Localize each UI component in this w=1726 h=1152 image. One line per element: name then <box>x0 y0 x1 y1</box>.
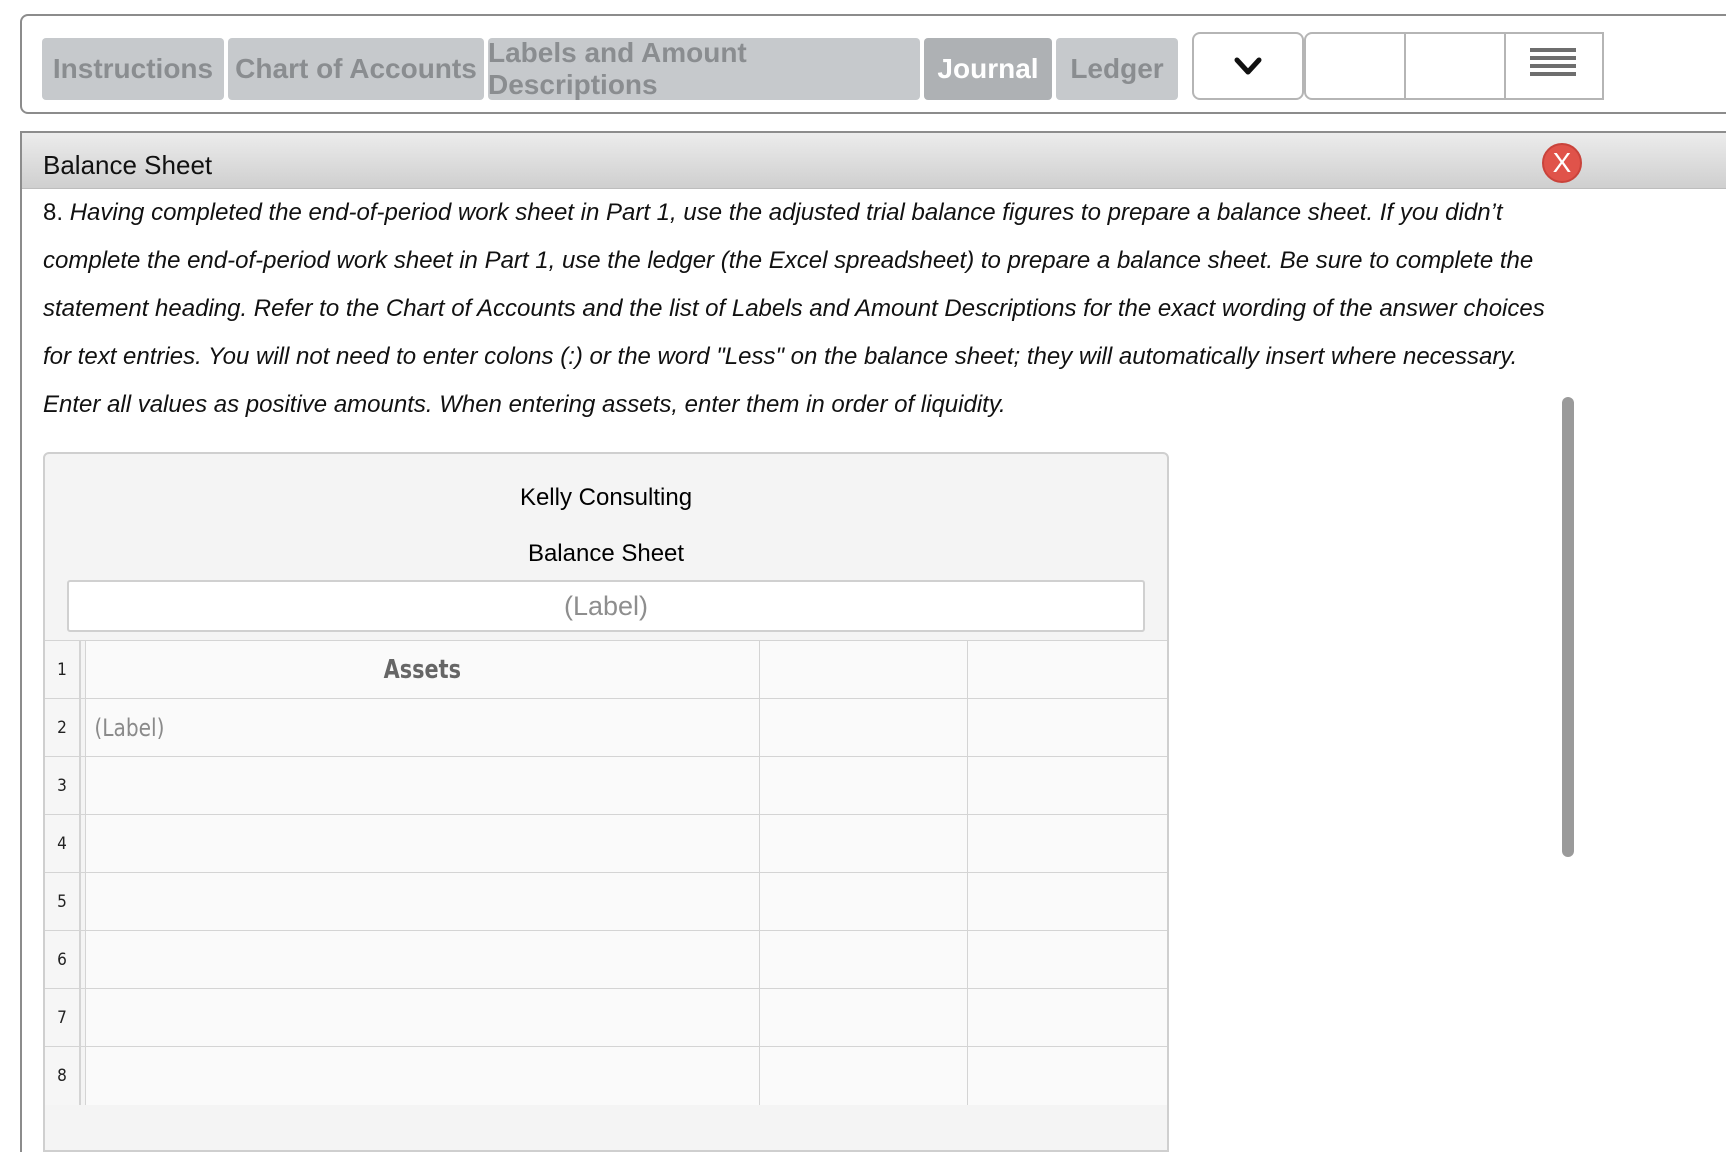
more-tabs-dropdown[interactable] <box>1192 32 1304 100</box>
amount-cell-2[interactable] <box>967 699 1169 757</box>
table-row <box>45 1046 1169 1104</box>
row-number: 8 <box>45 1047 81 1105</box>
menu-button[interactable] <box>1504 32 1604 100</box>
amount-input-2[interactable] <box>968 989 1137 1047</box>
close-icon: X <box>1552 147 1572 178</box>
amount-cell-2[interactable] <box>967 873 1169 931</box>
toolbar-button-1[interactable] <box>1304 32 1406 100</box>
table-row <box>45 756 1169 814</box>
amount-cell-2[interactable] <box>967 815 1169 873</box>
row-label-input[interactable] <box>86 699 651 757</box>
amount-cell-2[interactable] <box>967 757 1169 815</box>
amount-input-1[interactable] <box>760 757 934 815</box>
tab-chart-of-accounts[interactable]: Chart of Accounts <box>228 38 484 100</box>
table-row <box>45 698 1169 756</box>
row-label-input[interactable] <box>86 757 651 815</box>
panel-title: Balance Sheet <box>43 150 213 180</box>
row-number: 4 <box>45 815 81 873</box>
row-label-cell[interactable] <box>85 757 759 815</box>
amount-input-2[interactable] <box>968 931 1137 989</box>
close-button[interactable] <box>1542 143 1582 183</box>
tab-bar <box>20 14 1726 114</box>
amount-input-1[interactable] <box>760 815 934 873</box>
row-number: 2 <box>45 699 81 757</box>
row-number: 6 <box>45 931 81 989</box>
toolbar-button-2[interactable] <box>1404 32 1506 100</box>
amount-cell-1[interactable] <box>759 641 967 699</box>
row-number: 5 <box>45 873 81 931</box>
instructions-number: 8. <box>43 199 64 226</box>
row-label-input[interactable] <box>86 1047 651 1105</box>
row-number: 3 <box>45 757 81 815</box>
tab-instructions[interactable]: Instructions <box>42 38 224 100</box>
amount-input-2[interactable] <box>968 757 1137 815</box>
row-number: 1 <box>45 641 81 699</box>
amount-input-1[interactable] <box>760 989 934 1047</box>
instructions-body: Having completed the end-of-period work sheet in Part 1, use the adjusted trial balance figures to prepare a balance sheet. If you didn’t complete the end-of-period work sheet in Part 1, use the ledger (the Excel spreadsheet) to prepare a balance sheet. Be sure to complete the statement heading. Refer to the Chart of Accounts and the list of Labels and Amount Descriptions for the exact wording of the answer choices for text entries. You will not need to enter colons (:) or the word "Less" on the balance sheet; they will automatically insert where necessary. Enter all values as positive amounts. When entering assets, enter them in order of liquidity. <box>43 199 1545 418</box>
table-row <box>45 640 1169 698</box>
amount-cell-2[interactable] <box>967 931 1169 989</box>
amount-cell-2[interactable] <box>967 641 1169 699</box>
table-row <box>45 988 1169 1046</box>
panel-header <box>22 133 1726 189</box>
tab-labels-and-amount-descriptions[interactable]: Labels and Amount Descriptions <box>488 38 920 100</box>
amount-cell-1[interactable] <box>759 815 967 873</box>
row-label-input[interactable] <box>86 815 651 873</box>
statement-name: Balance Sheet <box>527 540 685 567</box>
amount-input-1[interactable] <box>760 699 934 757</box>
row-label-cell[interactable] <box>85 1047 759 1105</box>
row-label-cell[interactable] <box>85 699 759 757</box>
row-number: 7 <box>45 989 81 1047</box>
statement-date-input[interactable] <box>67 580 1145 632</box>
table-row <box>45 872 1169 930</box>
row-label-cell[interactable] <box>85 931 759 989</box>
amount-input-1[interactable] <box>760 1047 934 1105</box>
row-label-input[interactable] <box>86 873 651 931</box>
amount-cell-2[interactable] <box>967 1047 1169 1105</box>
row-label-input[interactable] <box>86 931 651 989</box>
balance-sheet-statement <box>43 452 1169 1152</box>
amount-cell-2[interactable] <box>967 989 1169 1047</box>
amount-cell-1[interactable] <box>759 931 967 989</box>
scrollbar-thumb[interactable] <box>1562 397 1574 857</box>
amount-cell-1[interactable] <box>759 989 967 1047</box>
amount-cell-1[interactable] <box>759 699 967 757</box>
amount-input-2[interactable] <box>968 873 1137 931</box>
row-label-cell[interactable] <box>85 873 759 931</box>
table-row <box>45 930 1169 988</box>
balance-sheet-panel <box>20 131 1726 1152</box>
tab-ledger[interactable]: Ledger <box>1056 38 1178 100</box>
instructions-text <box>43 189 1563 429</box>
assets-heading: Assets <box>383 655 462 685</box>
row-label-cell <box>85 641 759 699</box>
amount-input-1[interactable] <box>760 931 934 989</box>
chevron-down-icon <box>1233 55 1263 77</box>
amount-input-2[interactable] <box>968 1047 1137 1105</box>
amount-input-2[interactable] <box>968 815 1137 873</box>
company-name: Kelly Consulting <box>519 484 693 511</box>
table-row <box>45 814 1169 872</box>
statement-grid <box>45 640 1169 1104</box>
amount-input-1[interactable] <box>760 873 934 931</box>
row-label-input[interactable] <box>86 989 651 1047</box>
amount-cell-1[interactable] <box>759 1047 967 1105</box>
tab-journal[interactable]: Journal <box>924 38 1052 100</box>
amount-cell-1[interactable] <box>759 873 967 931</box>
row-label-cell[interactable] <box>85 815 759 873</box>
row-label-cell[interactable] <box>85 989 759 1047</box>
amount-input-2[interactable] <box>968 699 1137 757</box>
amount-cell-1[interactable] <box>759 757 967 815</box>
